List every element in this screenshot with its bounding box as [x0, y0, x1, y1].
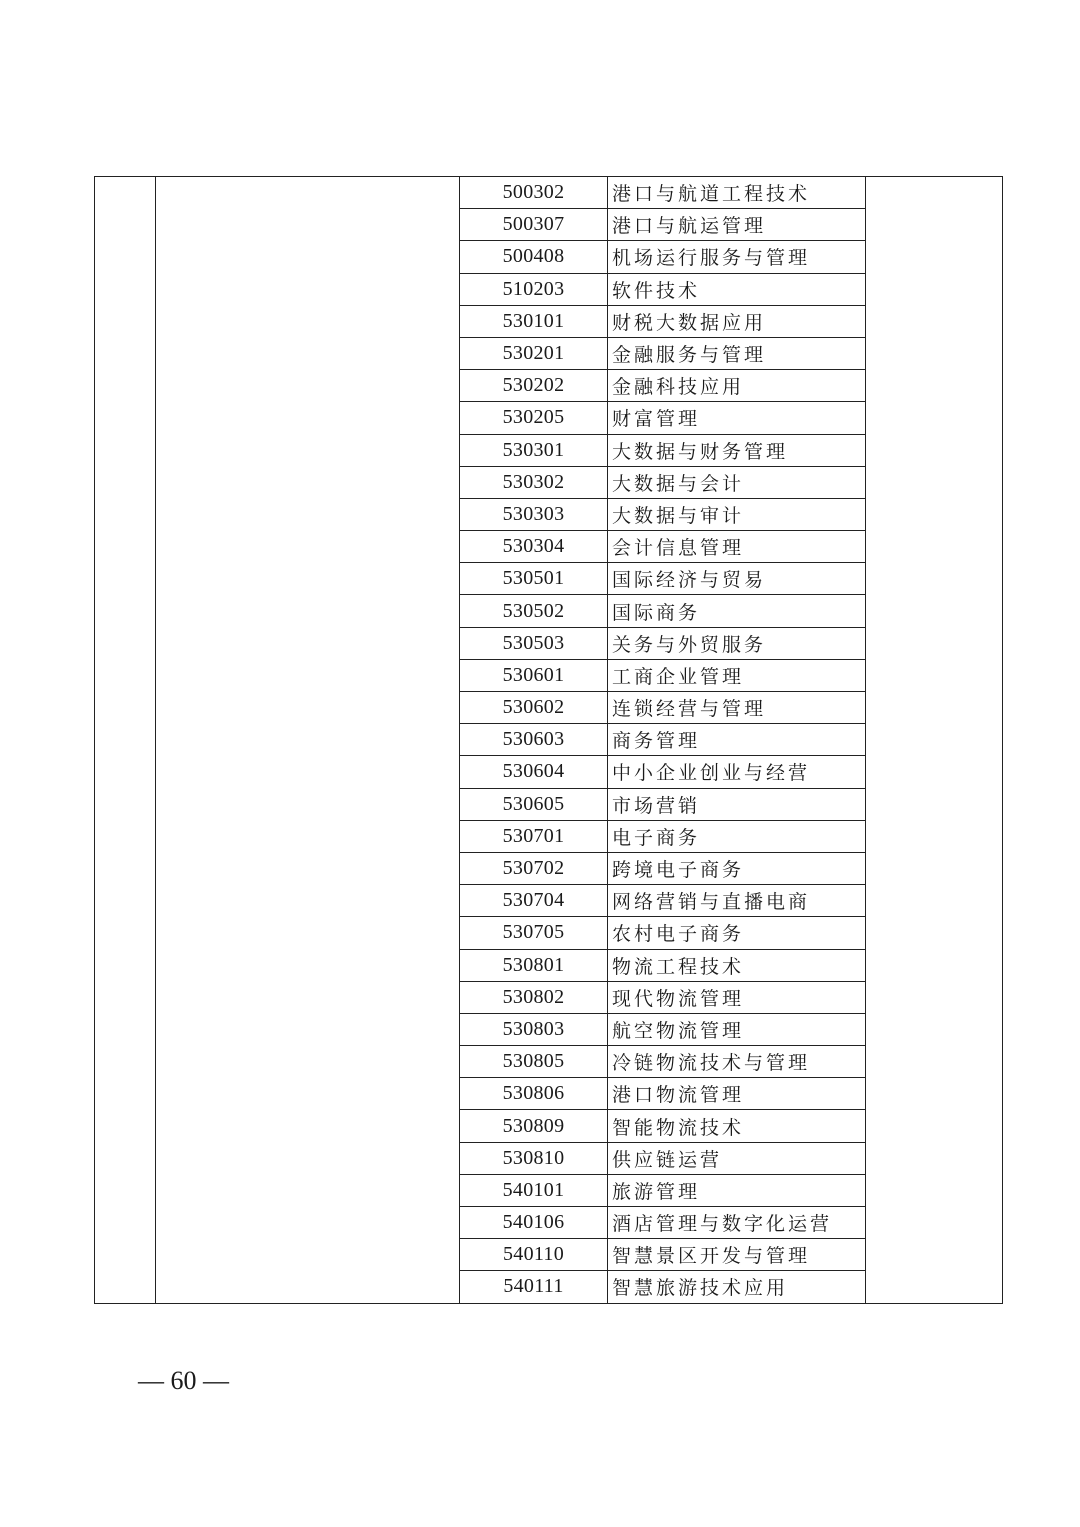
major-name: 智慧旅游技术应用 [608, 1271, 866, 1303]
major-name: 智能物流技术 [608, 1110, 866, 1142]
major-code: 530601 [460, 659, 608, 691]
major-name: 连锁经营与管理 [608, 692, 866, 724]
major-name: 大数据与会计 [608, 466, 866, 498]
major-code: 530602 [460, 692, 608, 724]
major-code: 530302 [460, 466, 608, 498]
major-code: 530801 [460, 949, 608, 981]
major-name: 中小企业创业与经营 [608, 756, 866, 788]
major-code: 510203 [460, 273, 608, 305]
major-code: 530503 [460, 627, 608, 659]
major-code: 530304 [460, 531, 608, 563]
major-code: 530301 [460, 434, 608, 466]
major-code: 500307 [460, 209, 608, 241]
major-code: 540111 [460, 1271, 608, 1303]
major-name: 港口物流管理 [608, 1078, 866, 1110]
major-code: 530205 [460, 402, 608, 434]
major-name: 大数据与财务管理 [608, 434, 866, 466]
major-code: 530201 [460, 337, 608, 369]
description-cell [156, 177, 460, 1304]
major-name: 智慧景区开发与管理 [608, 1239, 866, 1271]
category-cell [95, 177, 156, 1304]
major-name: 市场营销 [608, 788, 866, 820]
major-code: 530803 [460, 1013, 608, 1045]
major-name: 国际经济与贸易 [608, 563, 866, 595]
major-name: 金融服务与管理 [608, 337, 866, 369]
major-code: 530705 [460, 917, 608, 949]
major-name: 航空物流管理 [608, 1013, 866, 1045]
major-name: 电子商务 [608, 820, 866, 852]
major-code: 530806 [460, 1078, 608, 1110]
table-row [95, 177, 1003, 209]
major-code: 540106 [460, 1207, 608, 1239]
major-name: 港口与航道工程技术 [608, 177, 866, 209]
major-name: 财富管理 [608, 402, 866, 434]
major-code: 530604 [460, 756, 608, 788]
table-body [95, 177, 1003, 1304]
major-code: 530303 [460, 498, 608, 530]
major-name: 港口与航运管理 [608, 209, 866, 241]
major-code: 500408 [460, 241, 608, 273]
major-code: 530605 [460, 788, 608, 820]
major-code: 540110 [460, 1239, 608, 1271]
major-code: 530501 [460, 563, 608, 595]
major-name: 机场运行服务与管理 [608, 241, 866, 273]
remarks-cell [866, 177, 1003, 1304]
major-name: 关务与外贸服务 [608, 627, 866, 659]
major-code: 530805 [460, 1046, 608, 1078]
major-name: 商务管理 [608, 724, 866, 756]
major-name: 冷链物流技术与管理 [608, 1046, 866, 1078]
major-name: 跨境电子商务 [608, 852, 866, 884]
major-name: 供应链运营 [608, 1142, 866, 1174]
major-table [94, 176, 1003, 1304]
major-code: 500302 [460, 177, 608, 209]
major-code: 540101 [460, 1174, 608, 1206]
major-name: 酒店管理与数字化运营 [608, 1207, 866, 1239]
major-name: 现代物流管理 [608, 981, 866, 1013]
major-code: 530702 [460, 852, 608, 884]
major-code: 530101 [460, 305, 608, 337]
major-code: 530202 [460, 370, 608, 402]
major-code: 530809 [460, 1110, 608, 1142]
major-code: 530701 [460, 820, 608, 852]
major-name: 会计信息管理 [608, 531, 866, 563]
major-name: 财税大数据应用 [608, 305, 866, 337]
major-name: 网络营销与直播电商 [608, 885, 866, 917]
major-code: 530810 [460, 1142, 608, 1174]
major-name: 国际商务 [608, 595, 866, 627]
major-name: 大数据与审计 [608, 498, 866, 530]
major-code: 530502 [460, 595, 608, 627]
major-name: 物流工程技术 [608, 949, 866, 981]
major-name: 软件技术 [608, 273, 866, 305]
page-number: — 60 — [138, 1366, 229, 1395]
major-name: 工商企业管理 [608, 659, 866, 691]
major-code: 530704 [460, 885, 608, 917]
major-name: 金融科技应用 [608, 370, 866, 402]
major-code: 530802 [460, 981, 608, 1013]
major-name: 旅游管理 [608, 1174, 866, 1206]
major-code: 530603 [460, 724, 608, 756]
major-name: 农村电子商务 [608, 917, 866, 949]
